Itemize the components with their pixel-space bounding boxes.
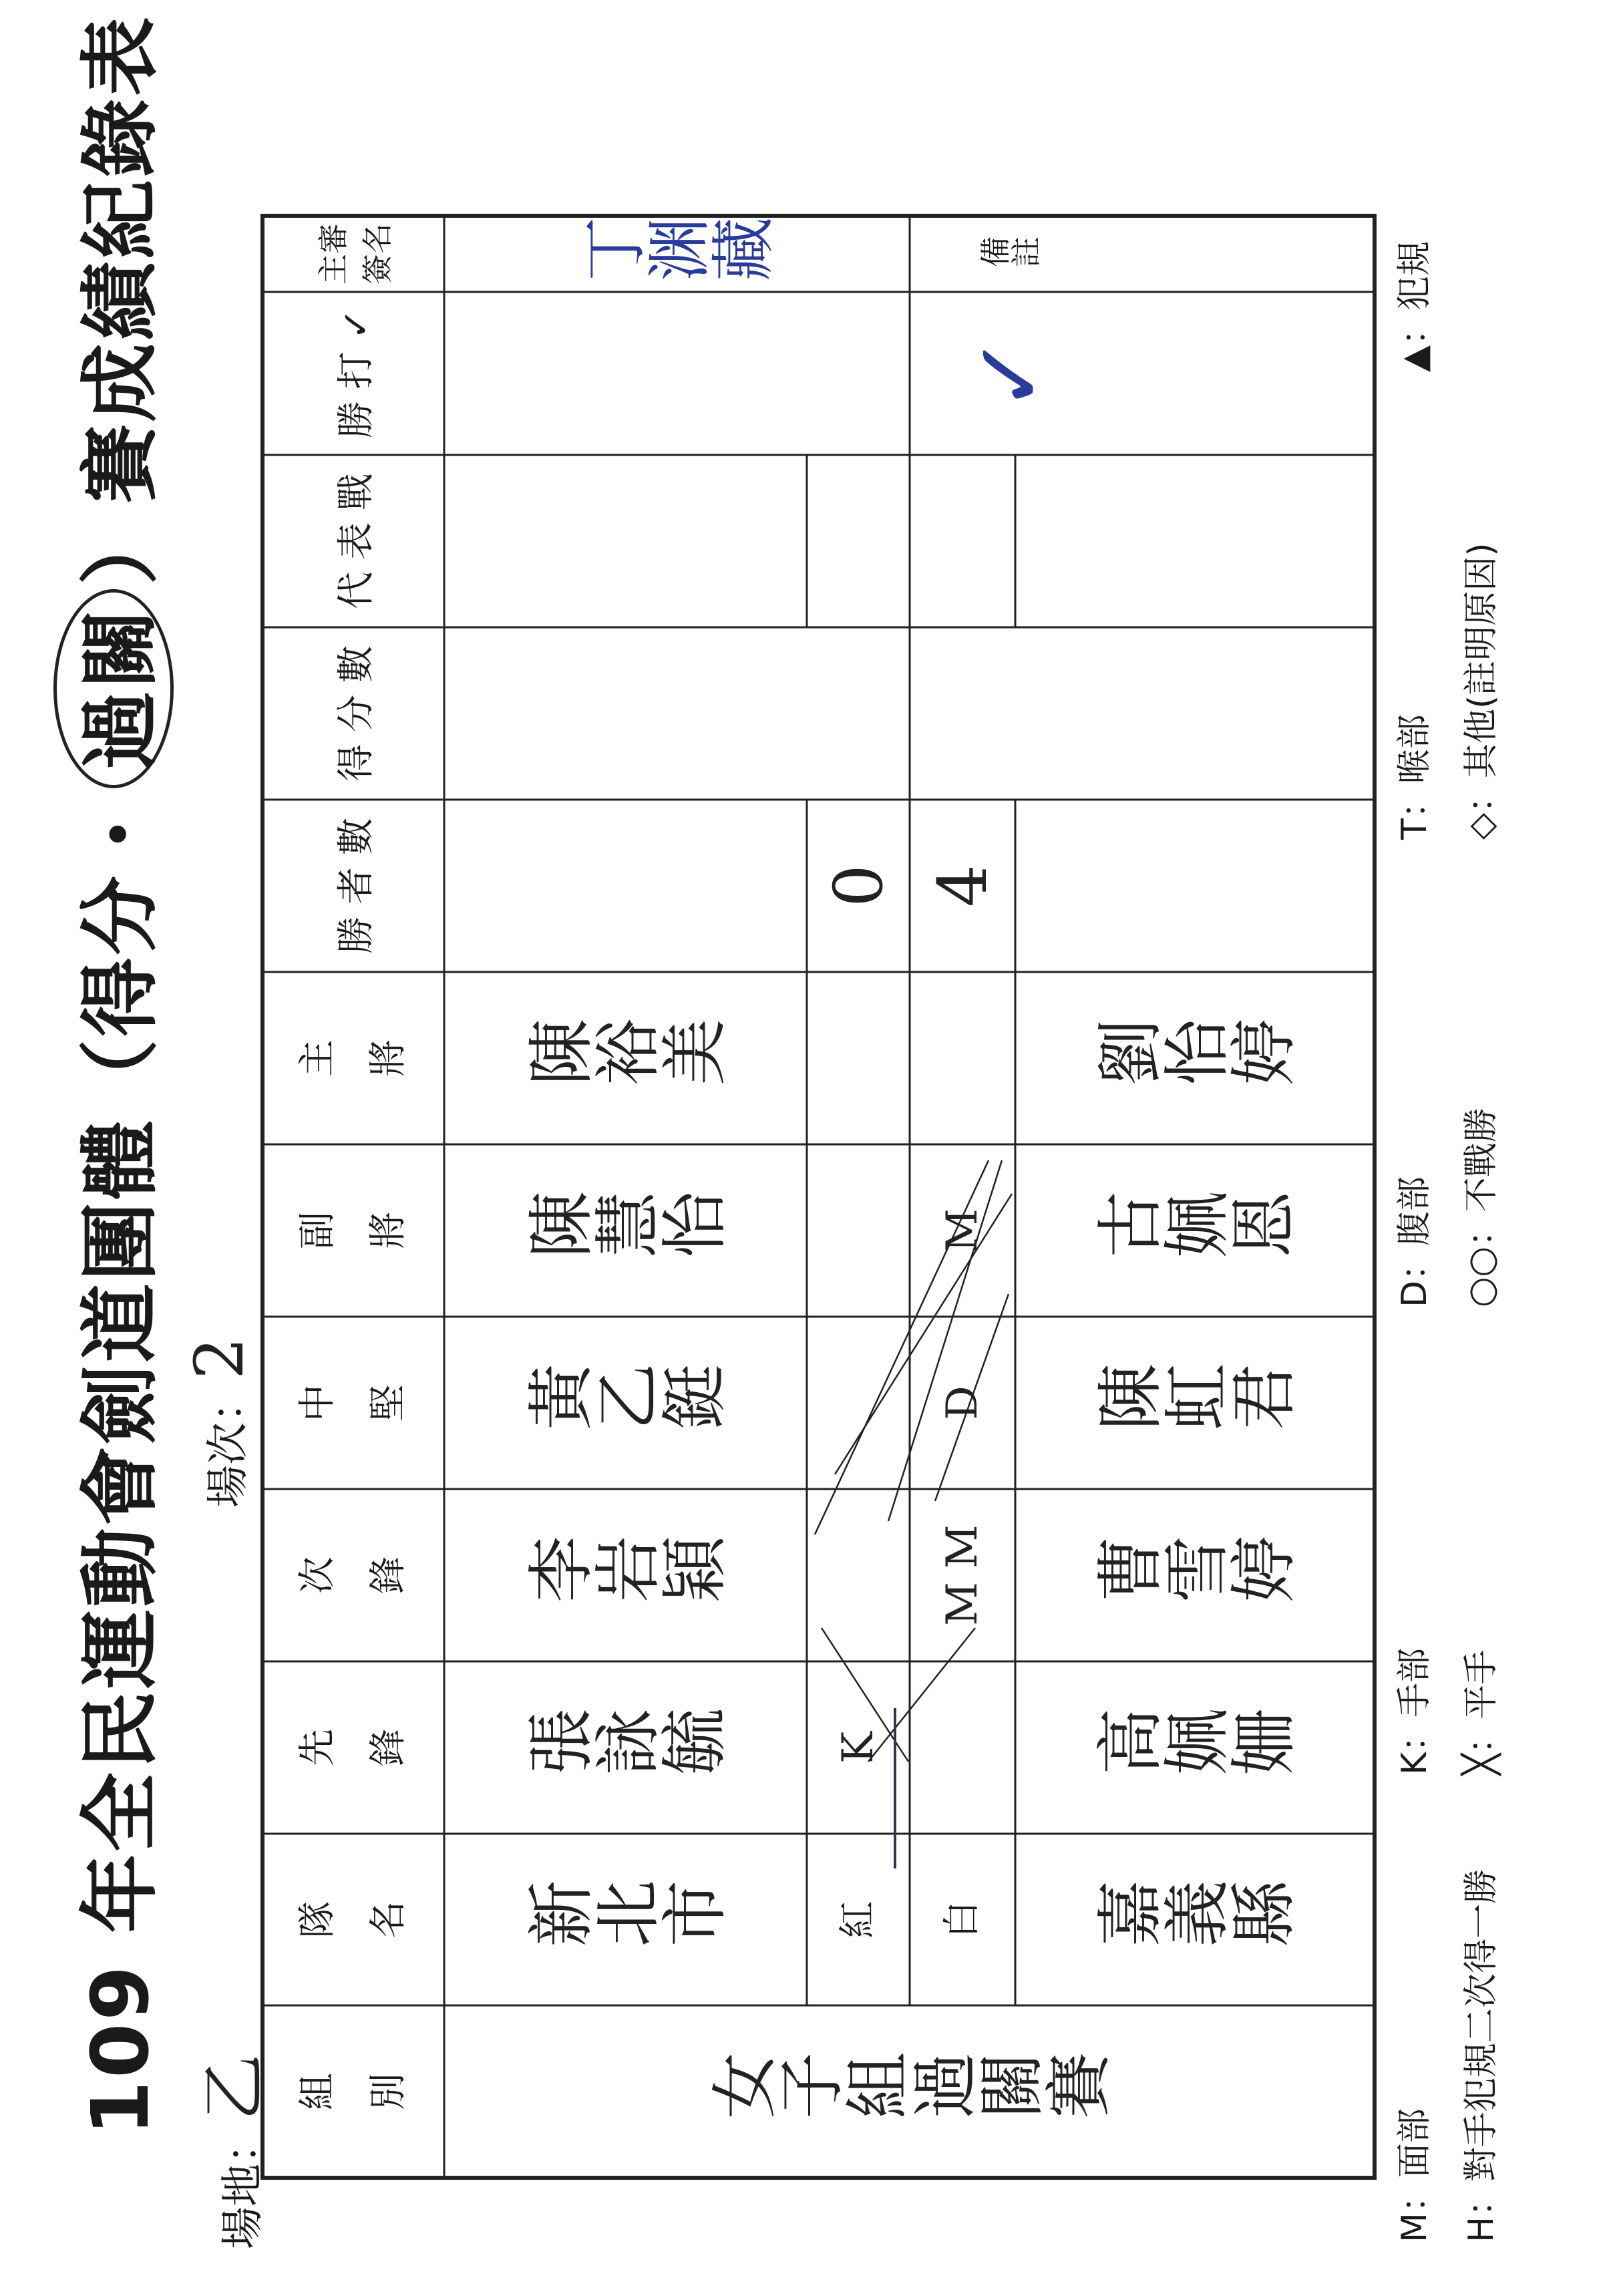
- col-header-wins: 勝 者 數: [335, 818, 378, 954]
- referee-signature: 丁渊藏: [580, 216, 773, 292]
- venue-value: 乙: [195, 2054, 273, 2121]
- title-circled-option: 過關: [53, 589, 174, 788]
- white-mark-4: M: [938, 1208, 987, 1253]
- col-header-pos1: 先 鋒: [295, 1729, 410, 1766]
- title-prefix: 109 年全民運動會劍道團體（得分・: [74, 792, 166, 2136]
- white-mark-3: D: [938, 1385, 987, 1420]
- col-header-pos3: 中 堅: [295, 1384, 410, 1422]
- remarks-label: 備註: [979, 236, 1041, 272]
- legend-x: ╳：平手: [1461, 1649, 1501, 1775]
- legend-t: T：喉部: [1395, 714, 1435, 840]
- col-header-rep: 代 表 戰: [335, 473, 378, 609]
- white-player-1: 高姵姍: [1095, 1708, 1295, 1786]
- winner-checkmark: ✓: [955, 334, 1065, 413]
- legend-oo: ○○：不戰勝: [1461, 1108, 1501, 1307]
- legend-d: D：腹部: [1395, 1176, 1435, 1307]
- col-header-team: 隊 名: [295, 1901, 410, 1939]
- group-value: 女子組過關賽: [709, 2052, 1110, 2130]
- red-mark-1: K: [834, 1732, 883, 1764]
- red-player-5: 陳裕美: [525, 1019, 726, 1097]
- red-row-label: 紅: [836, 1901, 880, 1939]
- legend-foul: ▲：犯規: [1395, 241, 1435, 372]
- red-team-name: 新北市: [525, 1880, 726, 1959]
- legend-h: H：對手犯規二次得一勝: [1461, 1868, 1501, 2243]
- legend-m: M：面部: [1395, 2108, 1435, 2243]
- white-player-3: 陳虹君: [1095, 1363, 1295, 1442]
- col-header-winner: 勝 打 ✓: [335, 308, 378, 439]
- red-wins-count: 0: [819, 864, 898, 907]
- white-player-5: 劉怡婷: [1095, 1019, 1295, 1097]
- round-label: 場次：: [204, 1379, 253, 1508]
- round-value: 2: [180, 1337, 258, 1379]
- white-wins-count: 4: [923, 864, 1002, 907]
- red-player-4: 陳慧怡: [525, 1191, 726, 1269]
- col-header-sign: 主審 簽名: [315, 223, 395, 285]
- white-mark-2: M M: [938, 1524, 987, 1626]
- col-header-pos5: 主 將: [295, 1039, 410, 1077]
- title-suffix: ）賽成績紀錄表: [74, 14, 166, 585]
- white-player-4: 古姵恩: [1095, 1191, 1295, 1269]
- white-team-name: 嘉義縣: [1095, 1880, 1295, 1959]
- col-header-group: 組 別: [295, 2073, 410, 2110]
- col-header-pos4: 副 將: [295, 1212, 410, 1249]
- white-row-label: 白: [940, 1901, 984, 1939]
- white-player-2: 曹雪婷: [1095, 1536, 1295, 1614]
- red-player-1: 張詠毓: [525, 1708, 726, 1786]
- red-player-3: 黃乙鋌: [525, 1363, 726, 1442]
- red-player-2: 李岩穎: [525, 1536, 726, 1614]
- col-header-points: 得 分 數: [335, 645, 378, 782]
- legend-k: K：手部: [1395, 1647, 1435, 1775]
- col-header-pos2: 次 鋒: [295, 1556, 410, 1594]
- legend-other: ◇：其他(註明原因): [1461, 542, 1501, 840]
- venue-label: 場地：: [218, 2121, 268, 2249]
